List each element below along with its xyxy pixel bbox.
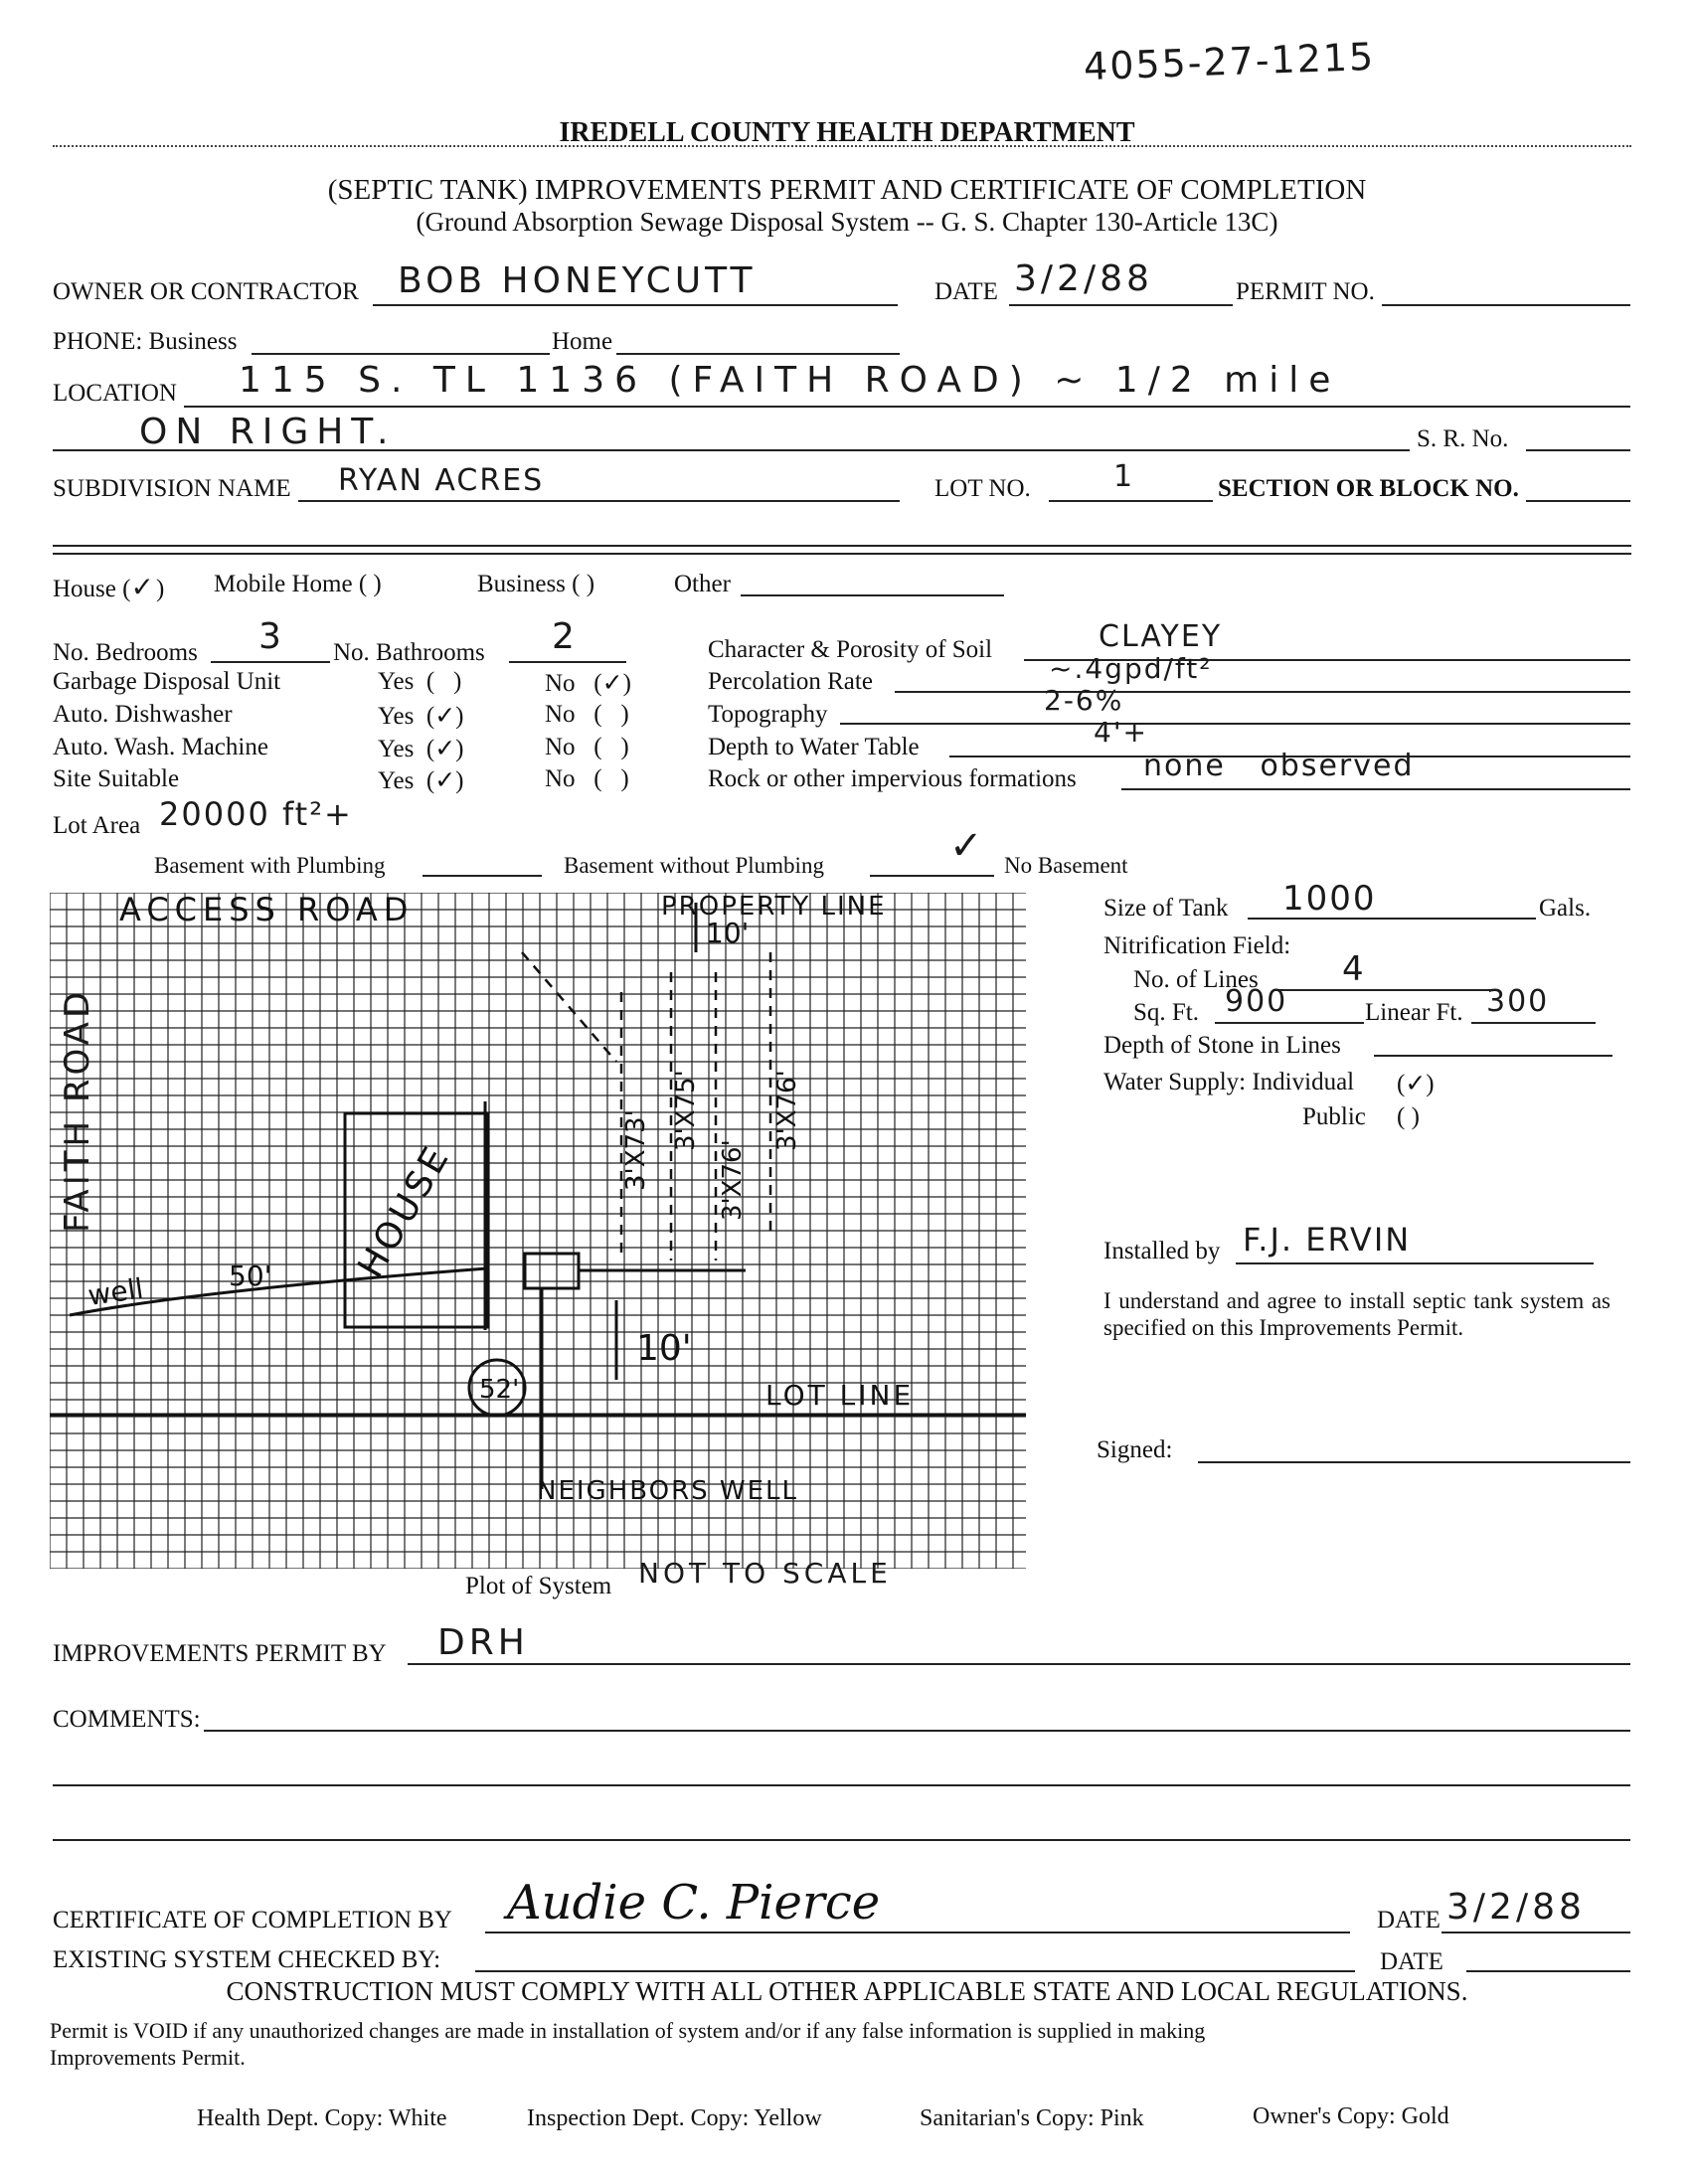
comments-line-1[interactable] [204,1730,1630,1732]
plot-neighbor-dist: 52' [479,1375,520,1405]
plot-not-to-scale: NOT TO SCALE [638,1557,892,1590]
percolation-line[interactable] [895,691,1630,693]
percolation-label: Percolation Rate [708,668,873,695]
lines-count-label: No. of Lines [1133,966,1259,993]
business-option[interactable]: Business ( ) [477,571,595,597]
appliance-washer-no[interactable]: No ( ) [545,734,629,760]
rock-value: none observed [1143,749,1415,783]
appliance-dishwasher-yes[interactable]: Yes (✓) [378,703,464,730]
sqft-line[interactable] [1215,1022,1364,1024]
phone-home-label: Home [552,328,613,355]
agency-title: IREDELL COUNTY HEALTH DEPARTMENT [559,117,1135,148]
installed-by-label: Installed by [1103,1238,1221,1264]
sqft-label: Sq. Ft. [1133,999,1200,1026]
house-option[interactable] [53,571,164,603]
bathrooms-label: No. Bathrooms [333,639,485,666]
plot-grid [50,893,1026,1569]
section-block-line[interactable] [1526,500,1630,502]
certificate-date-label: DATE [1377,1907,1440,1933]
sqft-value: 900 [1225,984,1288,1019]
lines-count-value: 4 [1342,949,1366,989]
topography-label: Topography [708,701,828,728]
linear-ft-line[interactable] [1471,1022,1596,1024]
appliance-garbage-no[interactable]: No (✓) [545,670,631,697]
lot-area-value: 20000 ft²+ [159,795,353,833]
bathrooms-value: 2 [552,616,579,657]
signed-label: Signed: [1097,1436,1173,1463]
installed-by-value: F.J. ERVIN [1243,1221,1412,1259]
soil-character-label: Character & Porosity of Soil [708,636,993,663]
date-field-line[interactable] [1009,304,1233,306]
location-line-1[interactable] [184,406,1630,408]
nitrification-label: Nitrification Field: [1103,932,1291,959]
void-notice-line-2: Improvements Permit. [50,2045,246,2070]
location-value-1: 115 S. TL 1136 (FAITH ROAD) ~ 1/2 mile [239,360,1341,401]
existing-checked-line[interactable] [475,1970,1355,1972]
plot-lot-line: LOT LINE [765,1379,915,1412]
void-notice-line-1: Permit is VOID if any unauthorized changes are made in installation of system and/or if any false information is supplied in making [50,2018,1206,2043]
owner-label: OWNER OR CONTRACTOR [53,278,359,305]
subdivision-label: SUBDIVISION NAME [53,475,291,502]
basement-with-line [423,875,542,877]
appliance-washer-yes[interactable]: Yes (✓) [378,736,464,762]
water-individual-check[interactable]: (✓) [1397,1071,1435,1097]
tank-size-value: 1000 [1282,879,1377,919]
stone-depth-label: Depth of Stone in Lines [1103,1032,1341,1059]
lot-no-label: LOT NO. [934,475,1031,502]
date-label: DATE [934,278,998,305]
permit-by-value: DRH [437,1622,529,1663]
lines-count-line[interactable] [1275,989,1496,991]
comments-label: COMMENTS: [53,1706,201,1733]
bedrooms-value: 3 [258,616,285,657]
appliance-dishwasher-label: Auto. Dishwasher [53,701,233,728]
house-label: House ( [53,576,131,602]
linear-ft-value: 300 [1486,984,1550,1019]
plot-line-d: 3'X76' [772,1070,802,1151]
installed-by-line[interactable] [1236,1262,1594,1264]
other-label: Other [674,571,731,597]
date-value: 3/2/88 [1014,258,1153,299]
certificate-date-line[interactable] [1441,1932,1630,1933]
appliance-washer-label: Auto. Wash. Machine [53,734,268,760]
percolation-value: ~.4gpd/ft² [1049,652,1213,685]
water-public-label: Public [1302,1103,1366,1130]
mobile-home-option[interactable]: Mobile Home ( ) [214,571,382,597]
file-number: 4055-27-1215 [1083,34,1376,89]
grid-lines [50,893,1026,1569]
plot-well-dist: 50' [229,1260,272,1292]
stone-depth-line[interactable] [1374,1055,1612,1057]
sr-no-line[interactable] [1526,449,1630,451]
subdivision-value: RYAN ACRES [338,463,545,498]
copy-inspection: Inspection Dept. Copy: Yellow [527,2105,822,2131]
copy-health: Health Dept. Copy: White [197,2105,447,2131]
linear-ft-label: Linear Ft. [1365,999,1463,1026]
other-line[interactable] [741,594,1004,596]
permit-by-line[interactable] [408,1663,1630,1665]
form-subtitle: (Ground Absorption Sewage Disposal System -- G. S. Chapter 130-Article 13C) [416,207,1278,237]
site-suitable-label: Site Suitable [53,765,180,792]
comments-line-3[interactable] [53,1839,1630,1841]
lot-no-line[interactable] [1049,500,1213,502]
phone-home-line[interactable] [616,353,900,355]
water-table-value: 4'+ [1094,716,1148,749]
plot-neighbors-well: NEIGHBORS WELL [537,1476,799,1506]
basement-without-line [870,875,994,877]
topography-value: 2-6% [1044,684,1124,717]
certificate-signature: Audie C. Pierce [507,1875,881,1931]
plot-property-line: PROPERTY LINE [661,893,887,922]
basement-with-plumbing[interactable]: Basement with Plumbing [154,853,386,878]
plot-line-a: 3'X73' [621,1109,651,1191]
section-divider-1 [53,545,1631,547]
subdivision-line[interactable] [298,500,900,502]
tank-size-unit: Gals. [1539,895,1592,922]
site-suitable-no[interactable]: No ( ) [545,765,629,792]
existing-date-label: DATE [1380,1948,1443,1975]
comments-line-2[interactable] [53,1784,1630,1786]
appliance-garbage-yes[interactable]: Yes ( ) [378,668,462,695]
plot-caption: Plot of System [465,1573,612,1599]
house-close: ) [155,576,165,602]
phone-business-label: PHONE: Business [53,328,238,355]
lot-area-label: Lot Area [53,812,141,839]
no-basement-check: ✓ [949,823,985,869]
plot-dist-top: 10' [706,917,750,949]
permit-no-label: PERMIT NO. [1236,278,1375,305]
owner-value: BOB HONEYCUTT [398,260,757,301]
water-table-label: Depth to Water Table [708,734,920,760]
existing-checked-label: EXISTING SYSTEM CHECKED BY: [53,1946,441,1973]
certificate-date-value: 3/2/88 [1446,1887,1586,1928]
location-label: LOCATION [53,380,177,407]
section-block-label: SECTION OR BLOCK NO. [1218,475,1519,502]
existing-date-line[interactable] [1466,1970,1630,1972]
location-value-2: ON RIGHT. [139,412,397,452]
plot-dist-bottom: 10' [636,1328,692,1369]
permit-by-label: IMPROVEMENTS PERMIT BY [53,1640,387,1667]
water-supply-label: Water Supply: Individual [1103,1069,1355,1095]
plot-well: well [85,1271,146,1312]
permit-no-field-line[interactable] [1382,304,1630,306]
owner-field-line[interactable] [373,304,898,306]
soil-character-value: CLAYEY [1099,619,1223,654]
signed-line[interactable] [1198,1461,1630,1463]
plot-access-road: ACCESS ROAD [119,893,415,928]
certificate-line[interactable] [485,1932,1350,1933]
septic-tank [525,1254,579,1288]
tank-size-label: Size of Tank [1103,895,1229,922]
plot-house: HOUSE [350,1137,459,1285]
form-title: (SEPTIC TANK) IMPROVEMENTS PERMIT AND CERTIFICATE OF COMPLETION [327,174,1367,206]
plot-line-b: 3'X75' [671,1070,701,1151]
faith-road-label: FAITH ROAD [58,987,97,1233]
plot-line-c: 3'X76' [718,1139,748,1221]
basement-without-plumbing[interactable]: Basement without Plumbing [564,853,824,878]
installer-agreement: I understand and agree to install septic tank system as specified on this Improvements Permit. [1103,1288,1610,1340]
water-public-check[interactable]: ( ) [1397,1103,1420,1130]
certificate-label: CERTIFICATE OF COMPLETION BY [53,1907,452,1933]
lot-no-value: 1 [1113,459,1135,494]
copy-sanitarian: Sanitarian's Copy: Pink [920,2105,1144,2131]
compliance-notice: CONSTRUCTION MUST COMPLY WITH ALL OTHER APPLICABLE STATE AND LOCAL REGULATIONS. [226,1976,1468,2006]
house-check: ✓ [130,571,156,603]
sr-no-label: S. R. No. [1417,425,1509,452]
phone-business-line[interactable] [252,353,550,355]
bedrooms-label: No. Bedrooms [53,639,198,666]
no-basement[interactable]: No Basement [1004,853,1128,878]
rock-line[interactable] [1121,788,1630,790]
appliance-dishwasher-no[interactable]: No ( ) [545,701,629,728]
section-divider-2 [53,553,1631,555]
bathrooms-line[interactable] [509,661,626,663]
site-suitable-yes[interactable]: Yes (✓) [378,767,464,794]
appliance-garbage-label: Garbage Disposal Unit [53,668,281,695]
bedrooms-line[interactable] [211,661,330,663]
copy-owner: Owner's Copy: Gold [1253,2103,1449,2129]
topography-line[interactable] [840,723,1630,725]
rock-label: Rock or other impervious formations [708,765,1077,792]
